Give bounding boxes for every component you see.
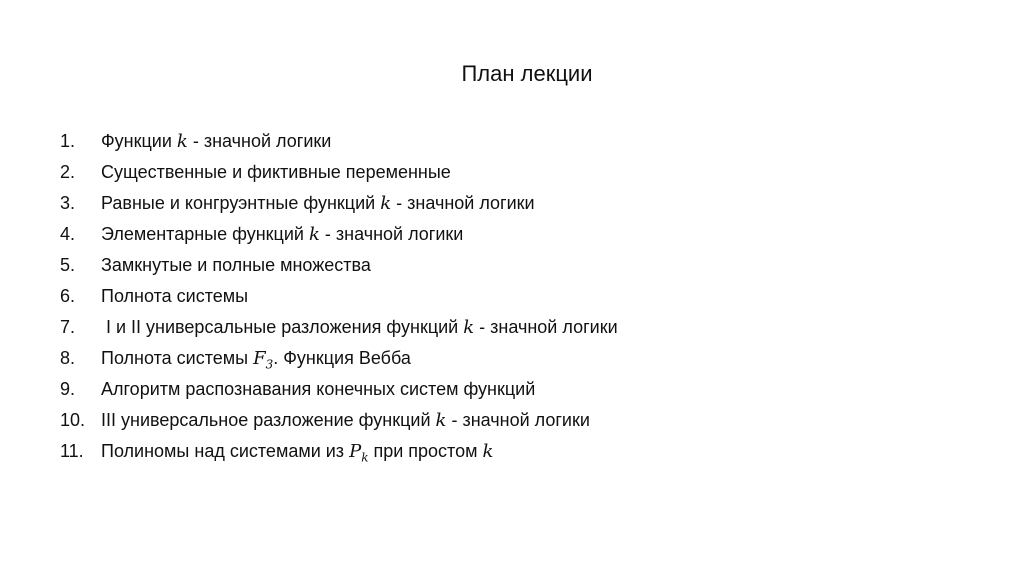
item-text-part: Элементарные функций [101, 224, 309, 244]
item-text: Полнота системы [101, 286, 249, 306]
item-number: 8. [60, 348, 76, 368]
list-item [60, 219, 618, 250]
item-text [101, 188, 535, 219]
item-number: 1. [60, 131, 76, 151]
math-variable: k [482, 441, 494, 462]
math-subscript: k [361, 450, 369, 465]
item-text-part: при простом [368, 441, 483, 461]
item-text-part: Полиномы над системами из [101, 441, 350, 461]
list-item [60, 188, 618, 219]
item-text-part: Равные и конгруэнтные функций [101, 193, 381, 213]
item-text [101, 343, 411, 374]
item-text: Существенные и фиктивные переменные [101, 162, 451, 182]
list-item [60, 250, 618, 281]
slide-title: План лекции [461, 61, 593, 86]
item-text-part: - значной логики [474, 317, 618, 337]
item-text [101, 436, 493, 467]
item-number: 7. [60, 317, 76, 337]
math-variable: k [308, 224, 320, 245]
item-text-part: - значной логики [187, 131, 332, 151]
math-symbol: F [253, 348, 266, 369]
item-text [101, 312, 618, 343]
math-variable: k [463, 317, 475, 338]
item-text: Алгоритм распознавания конечных систем функций [101, 379, 536, 399]
item-number: 5. [60, 255, 76, 275]
item-number: 3. [60, 193, 76, 213]
item-number: 10. [60, 410, 86, 430]
item-text-part: - значной логики [319, 224, 464, 244]
item-text: Замкнутые и полные множества [101, 255, 371, 275]
lecture-outline [60, 126, 618, 467]
math-variable [253, 348, 274, 372]
list-item [60, 436, 618, 467]
item-text-part: - значной логики [446, 410, 590, 430]
item-text-part: I и II универсальные разложения функций [101, 317, 464, 337]
list-item [60, 312, 618, 343]
item-number: 4. [60, 224, 76, 244]
item-number: 6. [60, 286, 76, 306]
math-variable: k [176, 131, 188, 152]
list-item [60, 374, 618, 405]
item-number: 9. [60, 379, 76, 399]
item-text-part: - значной логики [391, 193, 535, 213]
item-text [101, 219, 463, 250]
list-item [60, 405, 618, 436]
list-item [60, 126, 618, 157]
item-text-part: III универсальное разложение функций [101, 410, 436, 430]
list-item [60, 343, 618, 374]
item-text-part: . Функция Вебба [273, 348, 411, 368]
list-item [60, 281, 618, 312]
item-number: 2. [60, 162, 76, 182]
item-text [101, 126, 331, 157]
math-variable: k [435, 410, 447, 431]
item-text-part: Полнота системы [101, 348, 254, 368]
item-text-part: Функции [101, 131, 177, 151]
math-variable [349, 441, 369, 465]
item-number: 11. [60, 441, 84, 461]
list-item [60, 157, 618, 188]
math-subscript: 3 [265, 357, 274, 372]
math-variable: k [380, 193, 392, 214]
math-symbol: P [349, 441, 362, 462]
item-text [101, 405, 590, 436]
